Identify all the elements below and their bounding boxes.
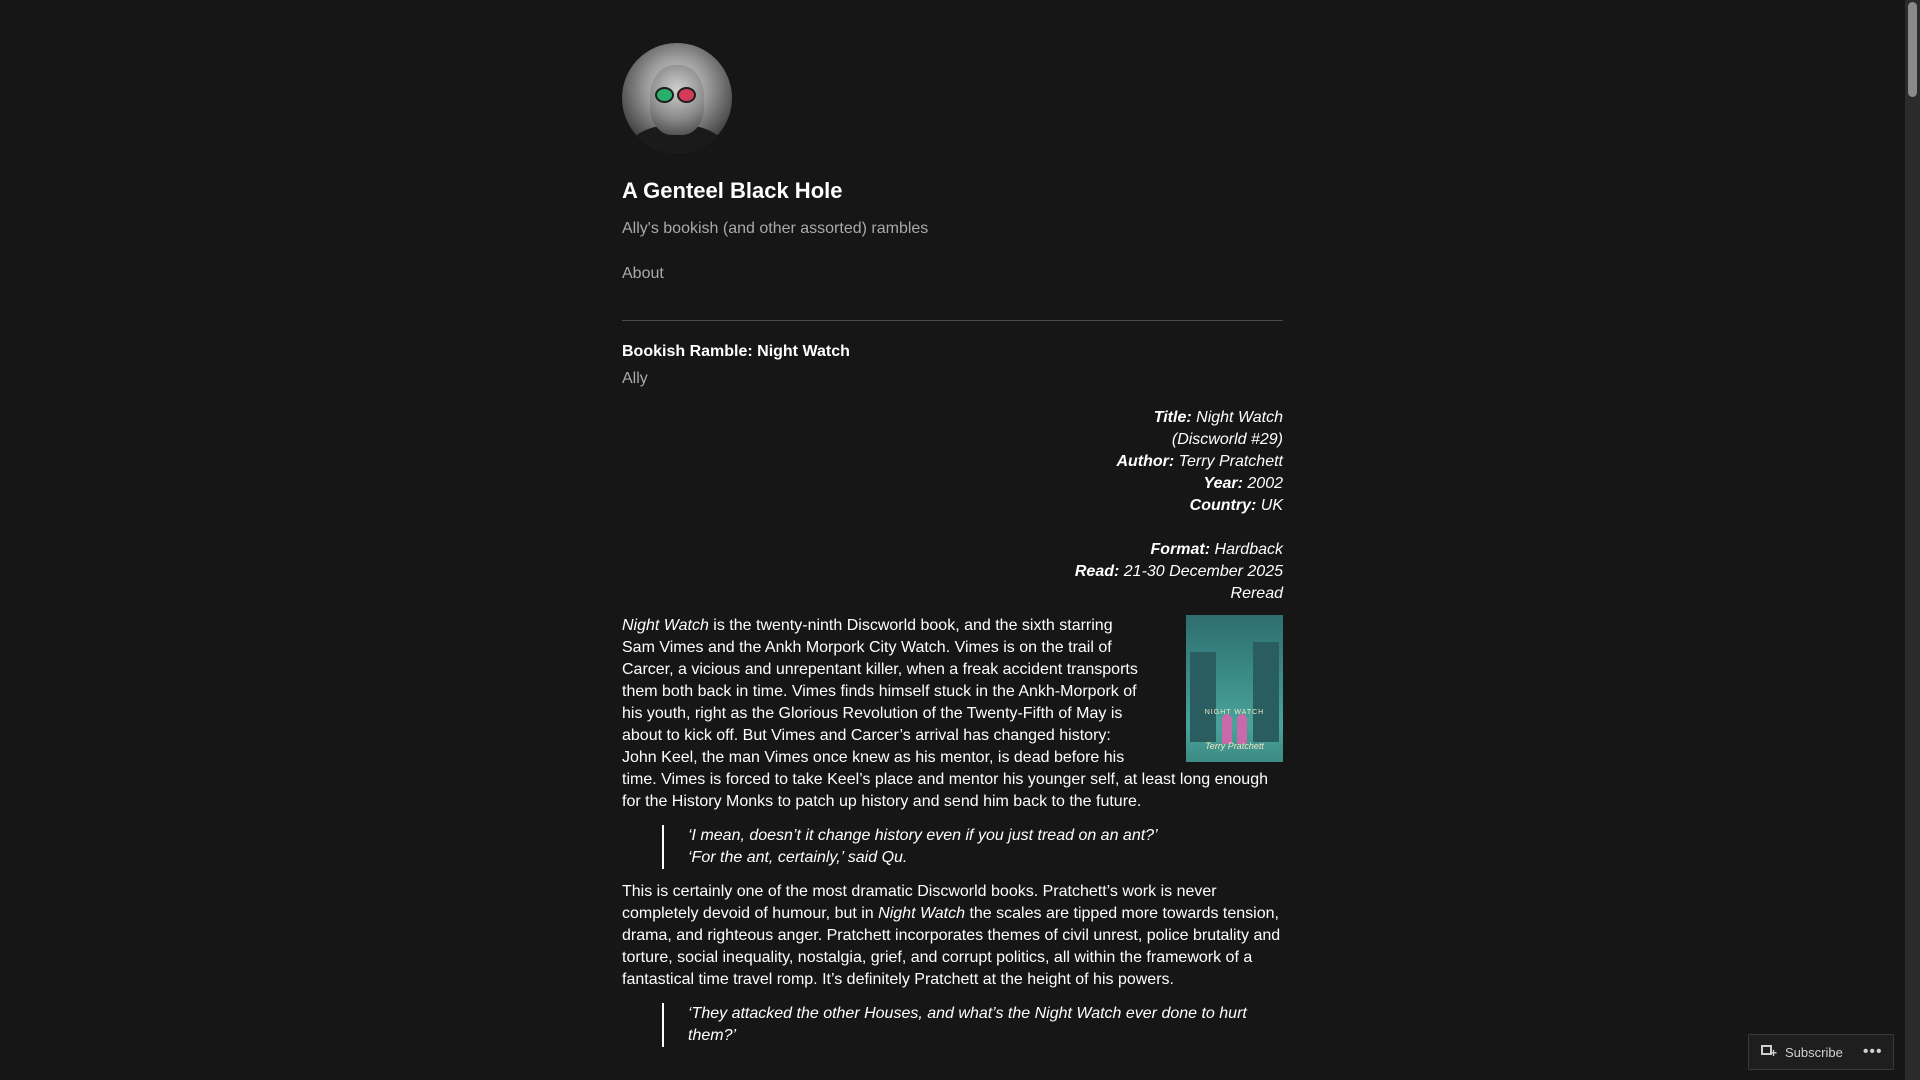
nav-item-about[interactable]: About bbox=[622, 265, 664, 282]
meta-year-value: 2002 bbox=[1247, 475, 1283, 492]
meta-year-label: Year: bbox=[1203, 475, 1243, 492]
reader-subscribe-icon[interactable] bbox=[1761, 1045, 1777, 1059]
meta-series: (Discworld #29) bbox=[1171, 431, 1283, 448]
main-navigation bbox=[622, 264, 1283, 284]
quote-1 bbox=[662, 825, 1283, 869]
meta-format-value: Hardback bbox=[1214, 541, 1283, 558]
meta-read-value: 21-30 December 2025 bbox=[1123, 563, 1283, 580]
subscribe-widget bbox=[1748, 1034, 1894, 1070]
post-paragraph-2 bbox=[622, 881, 1283, 991]
book-metadata bbox=[622, 407, 1283, 605]
meta-reread: Reread bbox=[1230, 585, 1283, 602]
scrollbar-thumb[interactable] bbox=[1908, 2, 1917, 97]
site-title[interactable]: A Genteel Black Hole bbox=[622, 178, 843, 203]
book-cover-image[interactable] bbox=[1186, 615, 1283, 762]
meta-title-label: Title: bbox=[1153, 409, 1192, 426]
meta-read-label: Read: bbox=[1074, 563, 1120, 580]
meta-author-value: Terry Pratchett bbox=[1178, 453, 1283, 470]
quote-1-line-1: ‘I mean, doesn’t it change history even if you just tread on an ant?’ bbox=[688, 827, 1158, 844]
post-title[interactable]: Bookish Ramble: Night Watch bbox=[622, 343, 850, 360]
cover-author: Terry Pratchett bbox=[1205, 741, 1264, 751]
divider bbox=[622, 320, 1283, 321]
quote-2-line-1: ‘They attacked the other Houses, and what’s the Night Watch ever done to hurt them?’ bbox=[688, 1005, 1247, 1044]
meta-country-value: UK bbox=[1260, 497, 1283, 514]
quote-2 bbox=[662, 1003, 1283, 1047]
para2-text-after: the scales are tipped more towards tension, drama, and righteous anger. Pratchett incorporates themes of civil unrest, police brutality and torture, social inequality, nostalgia, grief, and corrupt politics, all within the framework of a fantastical time travel romp. It’s definitely Pratchett at the height of his powers. bbox=[622, 905, 1281, 988]
avatar-lens-left bbox=[655, 87, 674, 103]
page-content bbox=[622, 43, 1283, 1047]
quote-1-line-2: ‘For the ant, certainly,’ said Qu. bbox=[688, 849, 908, 866]
para2-book-title: Night Watch bbox=[878, 905, 966, 922]
subscribe-button[interactable]: Subscribe bbox=[1785, 1044, 1843, 1060]
para1-text: is the twenty-ninth Discworld book, and the sixth starring Sam Vimes and the Ankh Morpork City Watch. Vimes is on the trail of Carcer, a vicious and unrepentant killer, when a freak accident transports them both back in time. Vimes finds himself stuck in the Ankh-Morpork of his youth, right as the Glorious Revolution of the Twenty-Fifth of May is about to kick off. But Vimes and Carcer’s arrival has changed history: John Keel, the man Vimes once knew as his mentor, is dead before his time. Vimes is forced to take Keel’s place and mentor his younger self, at least long enough for the History Monks to patch up history and send him back to the future. bbox=[622, 617, 1268, 810]
cover-title: NIGHT WATCH bbox=[1204, 709, 1265, 716]
para2-text-before: This is certainly one of the most dramatic Discworld books. Pratchett’s work is never completely devoid of humour, but in bbox=[622, 883, 1217, 922]
scrollbar[interactable] bbox=[1905, 0, 1920, 1080]
avatar[interactable] bbox=[622, 43, 732, 153]
meta-author-label: Author: bbox=[1116, 453, 1175, 470]
more-options-icon[interactable]: ••• bbox=[1862, 1043, 1883, 1060]
meta-country-label: Country: bbox=[1189, 497, 1257, 514]
site-tagline: Ally's bookish (and other assorted) rambles bbox=[622, 220, 929, 237]
avatar-lens-right bbox=[677, 87, 696, 103]
post-paragraph-1 bbox=[622, 615, 1283, 813]
meta-format-label: Format: bbox=[1150, 541, 1211, 558]
para1-book-title: Night Watch bbox=[622, 617, 709, 634]
meta-title-value: Night Watch bbox=[1196, 409, 1283, 426]
post-author[interactable]: Ally bbox=[622, 370, 648, 387]
